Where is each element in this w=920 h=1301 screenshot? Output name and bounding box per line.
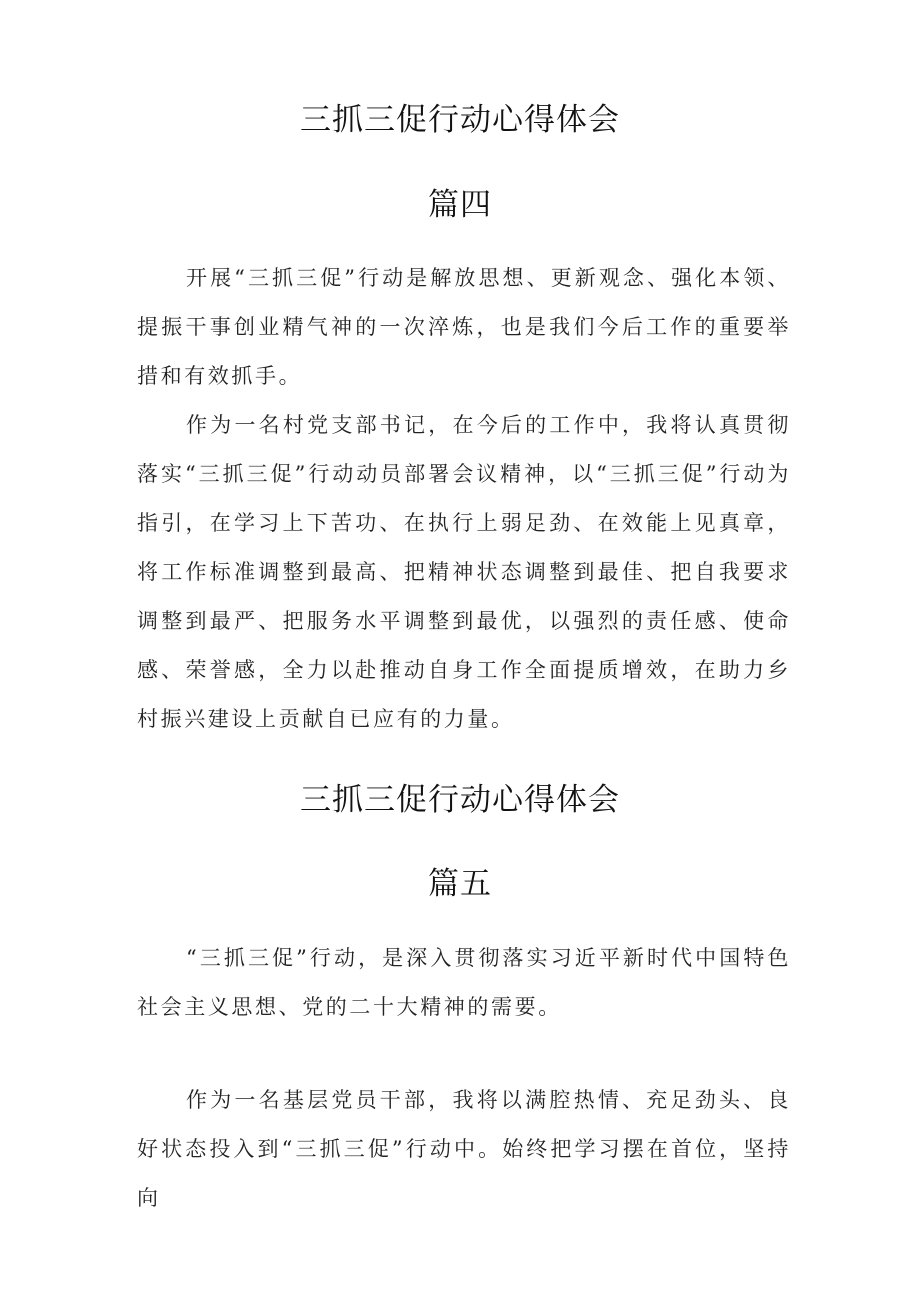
section-subtitle: 篇五	[428, 866, 492, 902]
section-title: 三抓三促行动心得体会	[300, 782, 620, 818]
paragraph: 开展“三抓三促”行动是解放思想、更新观念、强化本领、提振干事创业精气神的一次淬炼，也是我们今后工作的重要举措和有效抓手。	[137, 266, 791, 388]
section-subtitle: 篇四	[428, 187, 492, 223]
paragraph: 作为一名基层党员干部，我将以满腔热情、充足劲头、良好状态投入到“三抓三促”行动中。始终把学习摆在首位，坚持向	[137, 1088, 791, 1210]
paragraph: “三抓三促”行动，是深入贯彻落实习近平新时代中国特色社会主义思想、党的二十大精神的需要。	[137, 946, 791, 1019]
section-title: 三抓三促行动心得体会	[300, 102, 620, 138]
paragraph: 作为一名村党支部书记，在今后的工作中，我将认真贯彻落实“三抓三促”行动动员部署会议精神，以“三抓三促”行动为指引，在学习上下苦功、在执行上弱足劲、在效能上见真章，将工作标准调整到最高、把精神状态调整到最佳、把自我要求调整到最严、把服务水平调整到最优，以强烈的责任感、使命感、荣誉感，全力以赴推动自身工作全面提质增效，在助力乡村振兴建设上贡献自已应有的力量。	[137, 413, 791, 731]
